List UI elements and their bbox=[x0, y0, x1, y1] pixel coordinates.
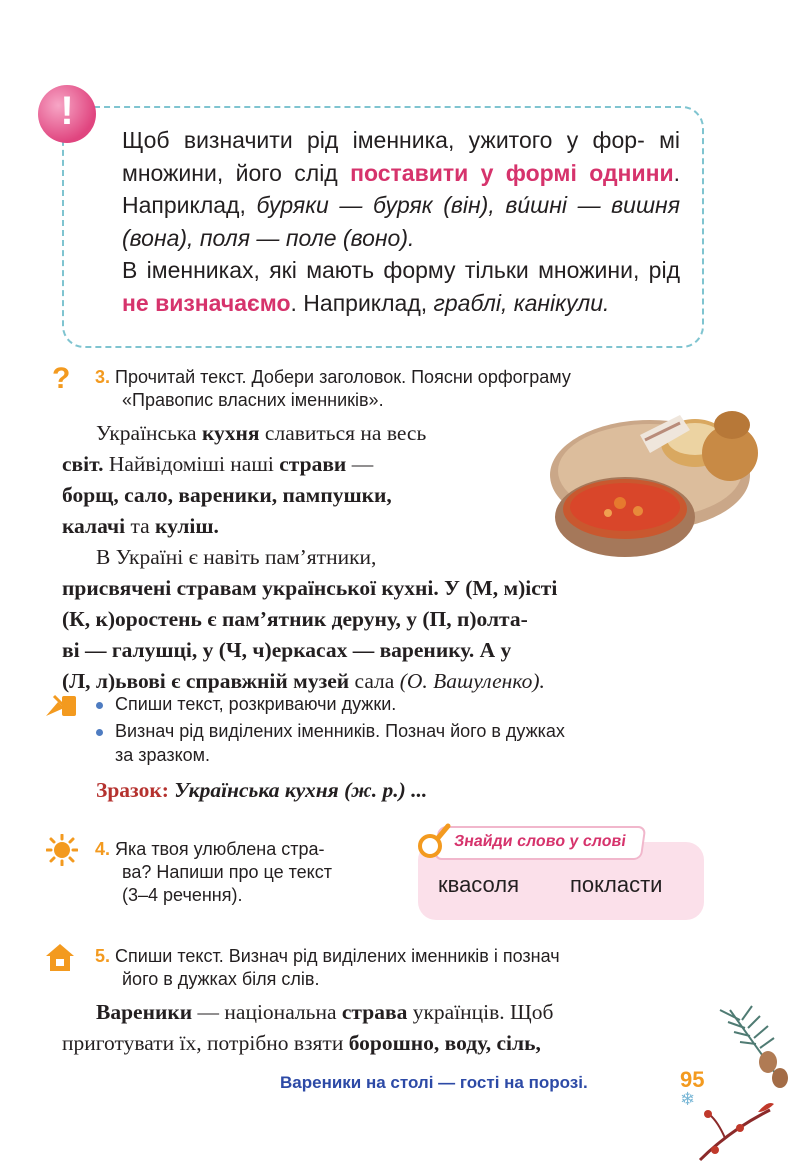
text-line: (К, к)оростень є пам’ятник деруну, у (П, п)олта- bbox=[62, 607, 528, 631]
bold-noun: музей bbox=[293, 669, 350, 693]
find-word-title: Знайди слово у слові bbox=[434, 826, 646, 860]
bold-noun: Вареники bbox=[96, 1000, 193, 1024]
text-line bbox=[96, 997, 553, 1029]
task-number: 5. bbox=[95, 946, 111, 966]
rule-highlight: не визначаємо bbox=[122, 289, 291, 316]
bold-noun: світ. bbox=[62, 452, 104, 476]
text-line bbox=[62, 449, 373, 481]
bold-noun: кухня bbox=[201, 421, 260, 445]
page-number: 95 bbox=[680, 1067, 705, 1092]
text-line: В Україні є навіть пам’ятники, bbox=[96, 545, 377, 569]
text-span: Українська bbox=[96, 421, 202, 445]
text-span: та bbox=[125, 514, 156, 538]
instruction-line: Прочитай текст. Добери заголовок. Поясни орфограму bbox=[115, 367, 571, 387]
text-span: Найвідоміші наші bbox=[103, 452, 280, 476]
rule-line: мі множини, його слід bbox=[122, 127, 680, 186]
text-span: — bbox=[346, 452, 374, 476]
instruction-line: «Правопис власних іменників». bbox=[122, 390, 384, 410]
text-span: (Л, л)ьвові є справжній bbox=[62, 669, 294, 693]
instruction-line: ва? Напиши про це текст bbox=[122, 862, 332, 882]
sample-label: Зразок: bbox=[96, 778, 169, 802]
bullet-item bbox=[96, 720, 565, 743]
instruction-line: (3–4 речення). bbox=[122, 885, 243, 905]
magnifier-icon bbox=[414, 822, 454, 862]
svg-text:❄: ❄ bbox=[680, 1089, 696, 1110]
rule-line: В іменниках, які мають форму тільки множини, рід bbox=[122, 257, 680, 283]
text-line bbox=[62, 511, 219, 543]
rule-examples: буряки — буряк (він), ви́шні — вишня (вона), поля — поле (воно). bbox=[122, 192, 680, 251]
bullet-dot bbox=[96, 702, 103, 709]
sample bbox=[96, 778, 427, 803]
text-line bbox=[96, 418, 426, 450]
house-icon bbox=[44, 942, 76, 972]
text-line: борщ, сало, вареники, пампушки, bbox=[62, 483, 392, 507]
bullet-dot bbox=[96, 729, 103, 736]
task-5-instruction bbox=[95, 945, 715, 991]
task-4-instruction bbox=[95, 838, 395, 907]
instruction-line: Яка твоя улюблена стра- bbox=[115, 839, 325, 859]
borscht-and-bread-image bbox=[540, 395, 770, 565]
find-word-2: покласти bbox=[570, 872, 663, 897]
task-number: 3. bbox=[95, 367, 111, 387]
text-span: славиться на весь bbox=[259, 421, 427, 445]
rule-line: . Наприклад, bbox=[290, 289, 428, 316]
question-icon: ? bbox=[52, 362, 71, 395]
pine-branch-decoration bbox=[670, 1000, 795, 1165]
text-span: сала bbox=[349, 669, 400, 693]
bold-noun: страви bbox=[279, 452, 347, 476]
text-line bbox=[62, 1028, 541, 1060]
bold-noun: борошно, воду, сіль, bbox=[348, 1031, 541, 1055]
bold-noun: калачі bbox=[62, 514, 126, 538]
bullet-text: за зразком. bbox=[115, 745, 211, 765]
instruction-line: його в дужках біля слів. bbox=[122, 969, 320, 989]
bullet-item bbox=[96, 693, 396, 716]
footer-proverb: Вареники на столі — гості на порозі. bbox=[280, 1073, 588, 1092]
bullet-text: Визнач рід виділених іменників. Познач його в дужках bbox=[115, 721, 565, 741]
task-number: 4. bbox=[95, 839, 111, 859]
text-span: — національна bbox=[192, 1000, 342, 1024]
author: (О. Вашуленко). bbox=[399, 669, 545, 693]
exclamation-icon: ! bbox=[38, 85, 96, 143]
text-line: ві — галушці, у (Ч, ч)еркасах — варенику. А у bbox=[62, 638, 512, 662]
text-line: присвячені стравам української кухні. У (М, м)істі bbox=[62, 576, 558, 600]
sample-text: Українська кухня (ж. р.) ... bbox=[174, 778, 428, 802]
text-span: приготувати їх, потрібно взяти bbox=[62, 1031, 349, 1055]
writing-hand-icon bbox=[44, 692, 80, 718]
text-span: українців. Щоб bbox=[407, 1000, 554, 1024]
find-word-1: квасоля bbox=[438, 872, 520, 897]
rule-highlight: поставити у формі однини bbox=[350, 159, 674, 186]
instruction-line: Спиши текст. Визнач рід виділених іменників і познач bbox=[115, 946, 560, 966]
bullet-text: Спиши текст, розкриваючи дужки. bbox=[115, 694, 397, 714]
rule-examples: граблі, канікули. bbox=[433, 289, 610, 316]
bold-noun: страва bbox=[341, 1000, 408, 1024]
rule-line: Щоб визначити рід іменника, ужитого у фор- bbox=[122, 127, 645, 153]
sun-icon bbox=[46, 834, 78, 866]
rule-text bbox=[122, 124, 680, 319]
bold-noun: куліш. bbox=[155, 514, 219, 538]
rule-line: . Наприклад, bbox=[122, 159, 681, 218]
